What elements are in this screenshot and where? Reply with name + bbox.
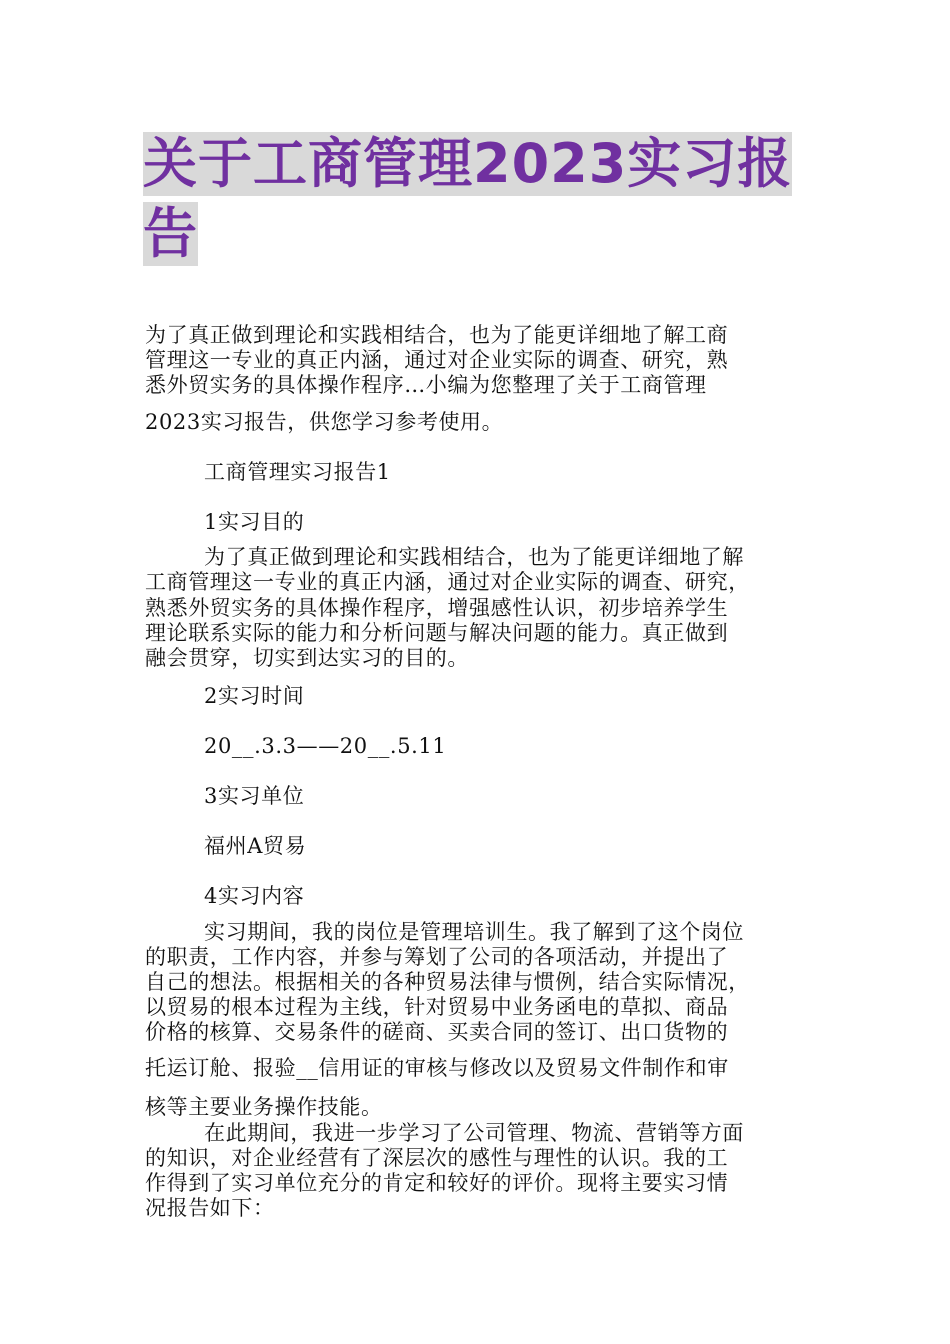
section-text-line: 况报告如下： (145, 1196, 275, 1220)
section-text-line: 工商管理这一专业的真正内涵，通过对企业实际的调查、研究， (145, 570, 750, 594)
section-text-line: 自己的想法。根据相关的各种贸易法律与惯例，结合实际情况， (145, 970, 750, 994)
internship-unit: 福州A贸易 (204, 834, 307, 858)
section-heading-purpose: 1实习目的 (204, 510, 305, 534)
intro-line: 为了真正做到理论和实践相结合，也为了能更详细地了解工商 (145, 323, 729, 347)
section-text-line: 理论联系实际的能力和分析问题与解决问题的能力。真正做到 (145, 621, 729, 645)
section-heading-content: 4实习内容 (204, 884, 305, 908)
section-text-line: 实习期间，我的岗位是管理培训生。我了解到了这个岗位 (204, 920, 744, 944)
document-title-line-2: 告 (143, 202, 198, 265)
section-text-line: 在此期间，我进一步学习了公司管理、物流、营销等方面 (204, 1121, 744, 1145)
section-text-line: 作得到了实习单位充分的肯定和较好的评价。现将主要实习情 (145, 1171, 729, 1195)
section-heading-time: 2实习时间 (204, 684, 305, 708)
intro-line: 悉外贸实务的具体操作程序…小编为您整理了关于工商管理 (145, 373, 707, 397)
section-text-line: 融会贯穿，切实到达实习的目的。 (145, 646, 469, 670)
section-text-line: 为了真正做到理论和实践相结合，也为了能更详细地了解 (204, 545, 744, 569)
section-text-line: 核等主要业务操作技能。 (145, 1095, 383, 1119)
section-text-line: 以贸易的根本过程为主线，针对贸易中业务函电的草拟、商品 (145, 995, 729, 1019)
section-text-line: 的知识，对企业经营有了深层次的感性与理性的认识。我的工 (145, 1146, 729, 1170)
section-heading-unit: 3实习单位 (204, 784, 305, 808)
intro-line: 2023实习报告，供您学习参考使用。 (145, 410, 504, 434)
section-text-line: 托运订舱、报验__信用证的审核与修改以及贸易文件制作和审 (145, 1056, 729, 1080)
internship-period: 20__.3.3——20__.5.11 (204, 734, 447, 758)
section-text-line: 的职责，工作内容，并参与筹划了公司的各项活动，并提出了 (145, 945, 729, 969)
document-title-line-1: 关于工商管理2023实习报 (143, 132, 793, 195)
section-text-line: 价格的核算、交易条件的磋商、买卖合同的签订、出口货物的 (145, 1020, 729, 1044)
report-heading: 工商管理实习报告1 (204, 460, 391, 484)
section-text-line: 熟悉外贸实务的具体操作程序，增强感性认识，初步培养学生 (145, 596, 729, 620)
intro-line: 管理这一专业的真正内涵，通过对企业实际的调查、研究，熟 (145, 348, 729, 372)
